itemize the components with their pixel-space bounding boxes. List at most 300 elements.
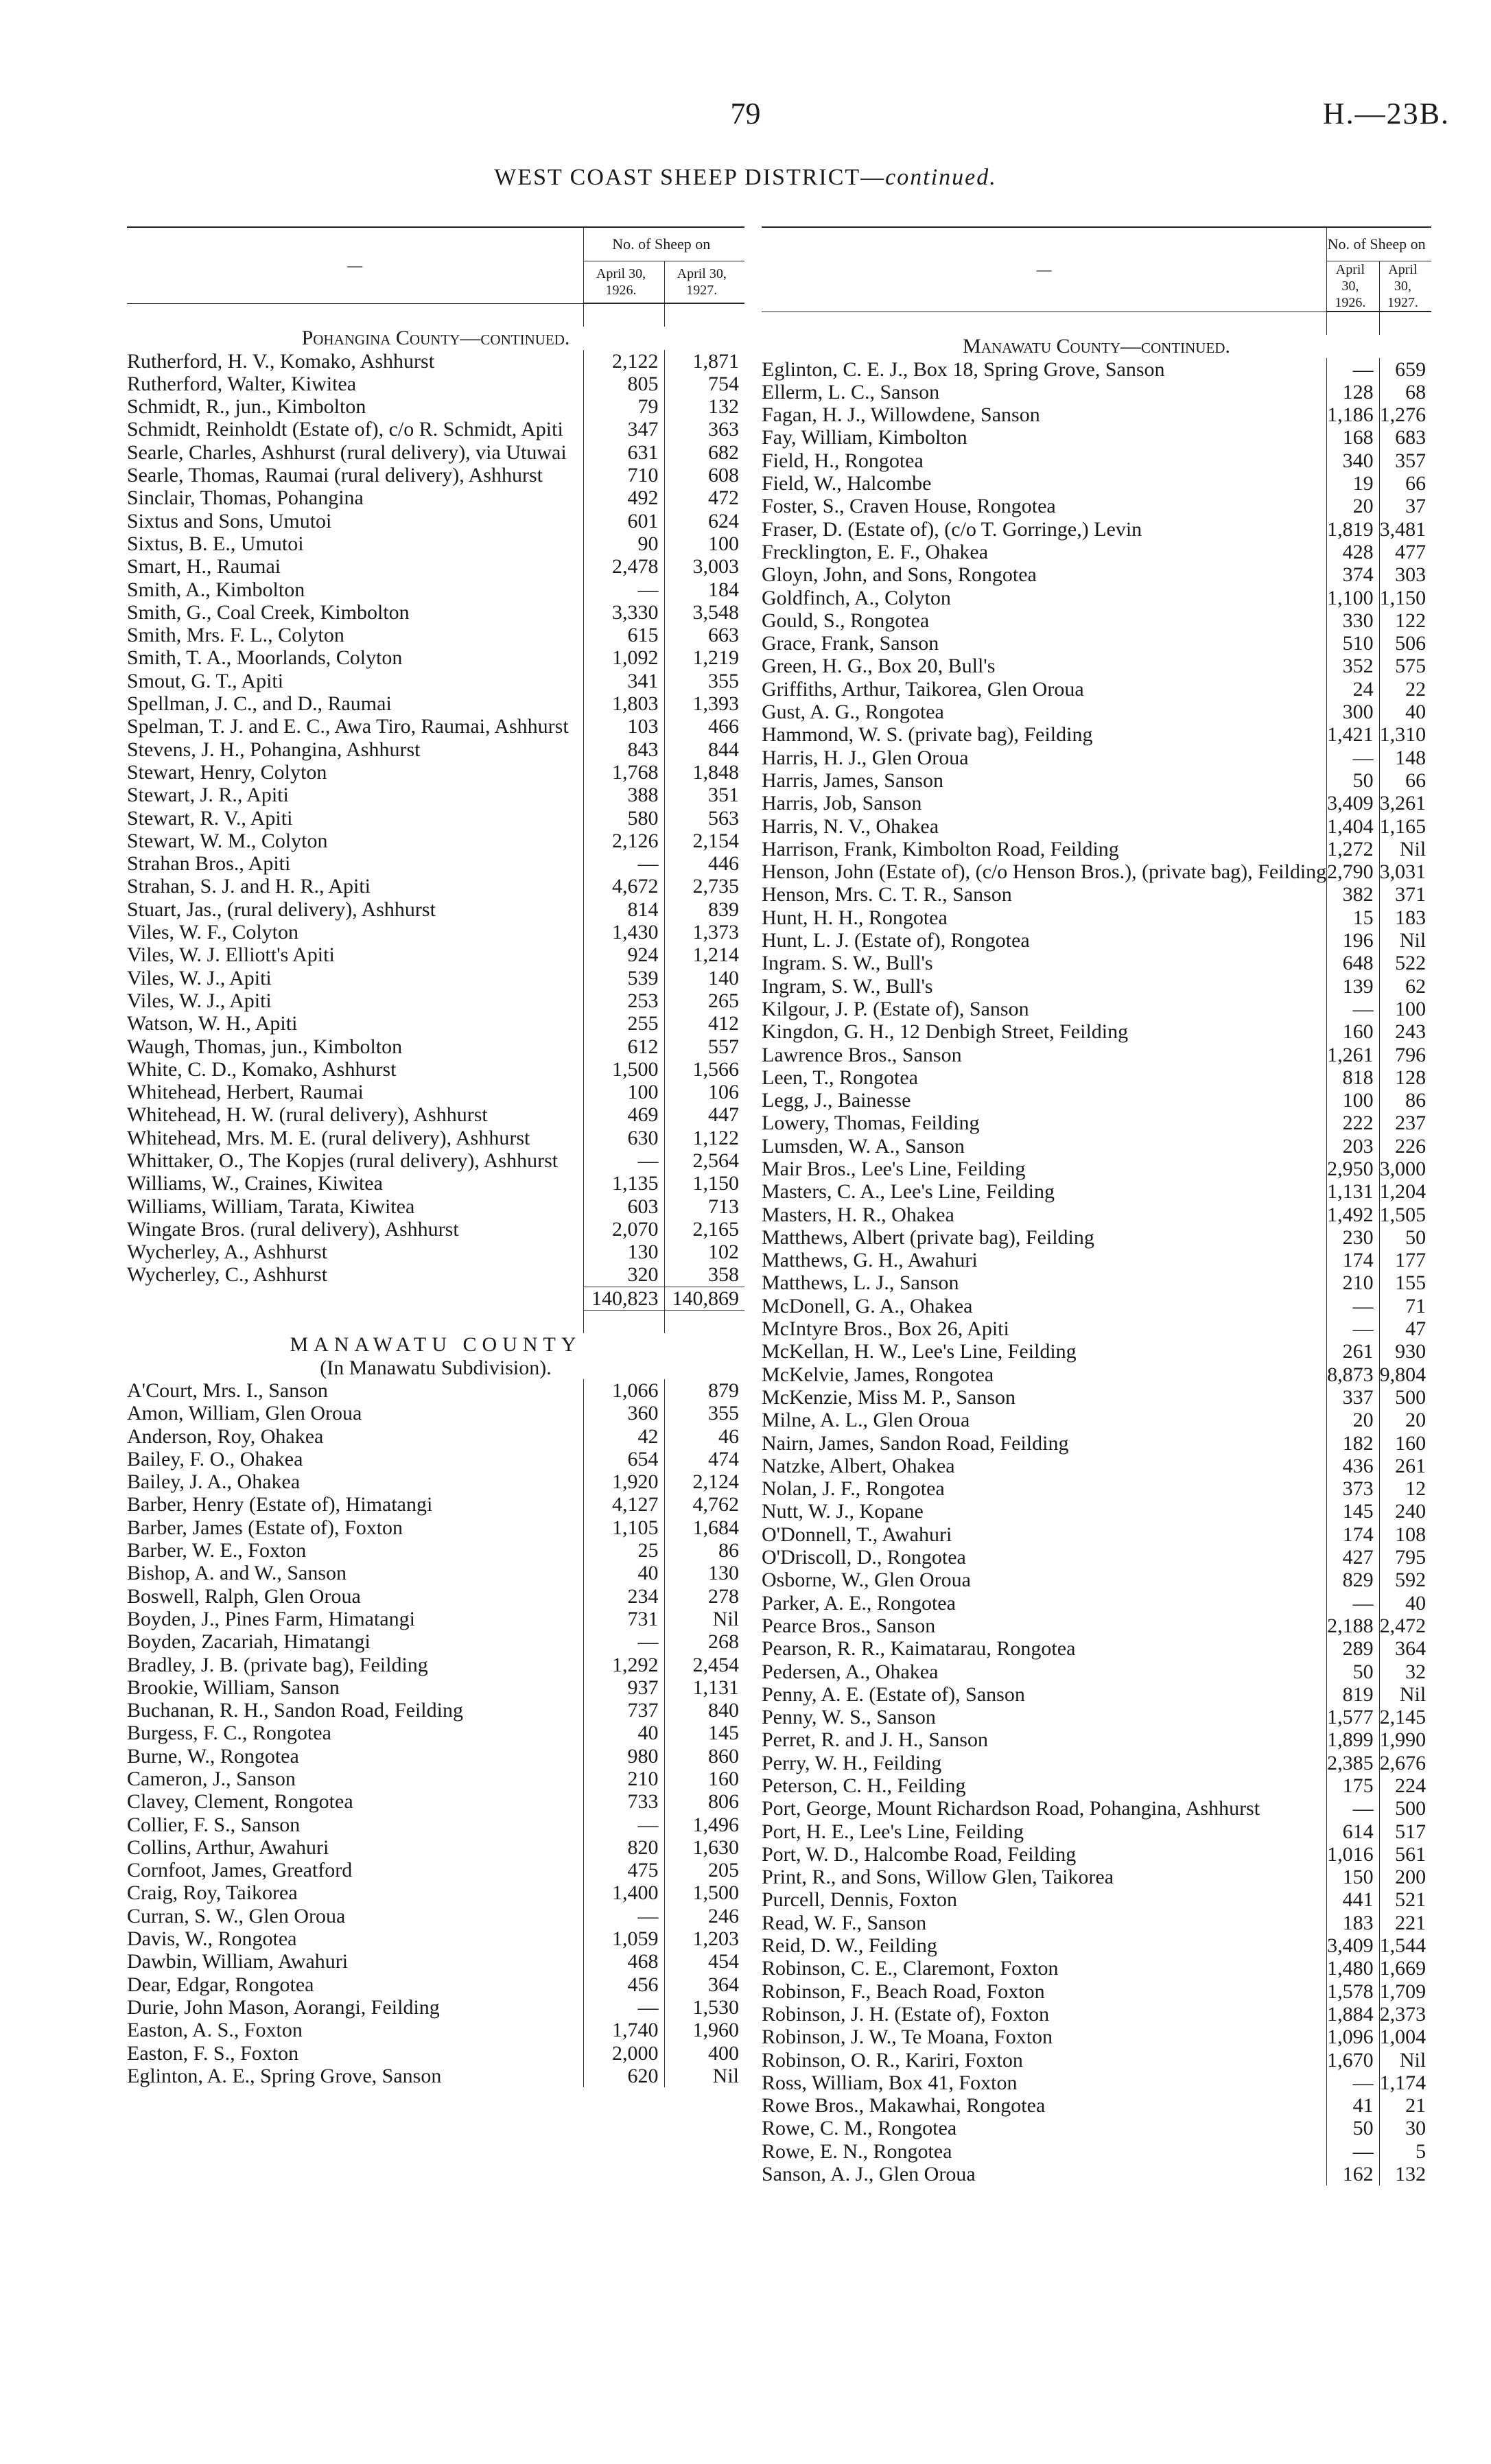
table-row xyxy=(762,747,1431,769)
spacer-cell xyxy=(664,303,744,327)
table-row xyxy=(127,578,744,601)
sheep-1926: 253 xyxy=(583,989,664,1012)
sheep-1927: 1,566 xyxy=(664,1058,744,1081)
sheep-1926: 174 xyxy=(1327,1249,1380,1271)
table-row xyxy=(762,883,1431,906)
sheep-1926: 1,740 xyxy=(583,2019,664,2041)
table-row xyxy=(127,418,744,441)
sheep-1926: — xyxy=(583,578,664,601)
sheep-1927: 1,496 xyxy=(664,1814,744,1836)
sheep-1926: 603 xyxy=(583,1195,664,1218)
spacer-row xyxy=(127,1311,744,1334)
sheep-1926: — xyxy=(583,852,664,875)
table-row xyxy=(127,1996,744,2019)
sheep-1927: 30 xyxy=(1379,2117,1431,2139)
sheep-1927: 148 xyxy=(1379,747,1431,769)
owner-name: Wycherley, A., Ashhurst xyxy=(127,1241,328,1264)
owner-name: Penny, A. E. (Estate of), Sanson xyxy=(762,1682,1025,1706)
sheep-1927: 265 xyxy=(664,989,744,1012)
owner-name: Masters, H. R., Ohakea xyxy=(762,1203,954,1226)
sheep-1927: 2,454 xyxy=(664,1654,744,1676)
owner-name: Field, W., Halcombe xyxy=(762,472,932,495)
owner-name: Schmidt, Reinholdt (Estate of), c/o R. Schmidt, Apiti xyxy=(127,418,563,441)
sheep-1927: Nil xyxy=(1379,929,1431,952)
owner-name: Barber, James (Estate of), Foxton xyxy=(127,1516,403,1539)
sheep-1926: 162 xyxy=(1327,2163,1380,2185)
owner-name: Viles, W. F., Colyton xyxy=(127,921,299,944)
owner-name: Dear, Edgar, Rongotea xyxy=(127,1973,314,1996)
sheep-1927: 1,630 xyxy=(664,1836,744,1859)
table-row xyxy=(762,1615,1431,1637)
owner-name: McKenzie, Miss M. P., Sanson xyxy=(762,1385,1016,1409)
owner-name: Brookie, William, Sanson xyxy=(127,1676,340,1699)
spacer-cell xyxy=(762,312,1327,335)
sheep-1926: 182 xyxy=(1327,1432,1380,1455)
owner-name: Ingram. S. W., Bull's xyxy=(762,952,933,975)
sheep-1927: 68 xyxy=(1379,381,1431,403)
sheep-1927: 477 xyxy=(1379,541,1431,563)
owner-name: O'Donnell, T., Awahuri xyxy=(762,1523,952,1546)
sheep-1927: 140 xyxy=(664,967,744,989)
owner-name: Robinson, J. W., Te Moana, Foxton xyxy=(762,2026,1053,2049)
sheep-1927: 37 xyxy=(1379,495,1431,517)
sheep-1927: 2,373 xyxy=(1379,2003,1431,2026)
sheep-1927: 506 xyxy=(1379,632,1431,655)
owner-name: Schmidt, R., jun., Kimbolton xyxy=(127,395,366,419)
owner-name: Robinson, F., Beach Road, Foxton xyxy=(762,1980,1045,2003)
owner-name: Curran, S. W., Glen Oroua xyxy=(127,1904,346,1927)
sheep-1926: 160 xyxy=(1327,1020,1380,1043)
owner-name: Barber, W. E., Foxton xyxy=(127,1539,307,1562)
sheep-1927: 122 xyxy=(1379,609,1431,632)
sheep-1927: Nil xyxy=(1379,2049,1431,2072)
sheep-1927: 40 xyxy=(1379,1592,1431,1615)
sheep-1926: 1,261 xyxy=(1327,1044,1380,1066)
sheep-1927: 1,500 xyxy=(664,1881,744,1904)
sheep-1927: 21 xyxy=(1379,2094,1431,2117)
table-row xyxy=(762,1820,1431,1843)
sheep-1926: 1,272 xyxy=(1327,838,1380,860)
table-row xyxy=(127,1768,744,1790)
document-reference: H.—23B. xyxy=(1322,97,1450,130)
sheep-1926: 601 xyxy=(583,510,664,532)
owner-name: Eglinton, C. E. J., Box 18, Spring Grove, Sanson xyxy=(762,357,1165,381)
sheep-1927: 683 xyxy=(1379,426,1431,449)
sheep-1926: 1,404 xyxy=(1327,815,1380,838)
sheep-1926: 3,409 xyxy=(1327,1934,1380,1957)
sheep-1926: 289 xyxy=(1327,1637,1380,1660)
sheep-1926: 100 xyxy=(583,1081,664,1103)
sheep-1926: 428 xyxy=(1327,541,1380,563)
sheep-1927: 5 xyxy=(1379,2140,1431,2163)
sheep-1927: 1,848 xyxy=(664,761,744,784)
owner-name: Stuart, Jas., (rural delivery), Ashhurst xyxy=(127,897,436,921)
owner-name: Masters, C. A., Lee's Line, Feilding xyxy=(762,1180,1055,1204)
sheep-1927: 71 xyxy=(1379,1295,1431,1317)
owner-name: Dawbin, William, Awahuri xyxy=(127,1950,349,1973)
table-row xyxy=(762,403,1431,426)
sheep-count-header: No. of Sheep on xyxy=(1327,227,1432,261)
sheep-1927: 50 xyxy=(1379,1226,1431,1249)
sheep-1927: 246 xyxy=(664,1905,744,1927)
sheep-1926: 79 xyxy=(583,395,664,418)
table-row xyxy=(127,807,744,830)
sheep-1927: 796 xyxy=(1379,1044,1431,1066)
owner-name: Penny, W. S., Sanson xyxy=(762,1706,936,1729)
sheep-1927: 754 xyxy=(664,373,744,395)
sheep-1927: 363 xyxy=(664,418,744,441)
table-row xyxy=(127,1836,744,1859)
total-label xyxy=(127,1287,583,1310)
table-row xyxy=(127,395,744,418)
sheep-1926: 820 xyxy=(583,1836,664,1859)
owner-name: Lawrence Bros., Sanson xyxy=(762,1043,962,1066)
name-column-header: — xyxy=(762,227,1327,312)
sheep-1927: 237 xyxy=(1379,1112,1431,1134)
sheep-1926: 1,768 xyxy=(583,761,664,784)
sheep-1926: 805 xyxy=(583,373,664,395)
table-row xyxy=(762,1728,1431,1751)
owner-name: Nolan, J. F., Rongotea xyxy=(762,1477,945,1501)
sheep-1927: 3,548 xyxy=(664,601,744,624)
sheep-1927: 130 xyxy=(664,1562,744,1584)
sheep-1926: 510 xyxy=(1327,632,1380,655)
owner-name: Matthews, L. J., Sanson xyxy=(762,1271,959,1295)
table-row xyxy=(127,2065,744,2087)
owner-name: Sanson, A. J., Glen Oroua xyxy=(762,2163,976,2186)
sheep-1926: 2,070 xyxy=(583,1218,664,1241)
sheep-1927: 592 xyxy=(1379,1569,1431,1591)
sheep-1926: 374 xyxy=(1327,563,1380,586)
owner-name: Read, W. F., Sanson xyxy=(762,1911,927,1934)
table-row xyxy=(762,701,1431,723)
owner-name: Easton, A. S., Foxton xyxy=(127,2019,303,2042)
table-row xyxy=(127,646,744,669)
sheep-1927: 3,031 xyxy=(1379,860,1431,883)
sheep-1927: 472 xyxy=(664,486,744,509)
sheep-1926: 203 xyxy=(1327,1135,1380,1158)
owner-name: Port, H. E., Lee's Line, Feilding xyxy=(762,1820,1024,1843)
owner-name: Harris, Job, Sanson xyxy=(762,792,922,815)
table-row xyxy=(127,1516,744,1539)
table-row xyxy=(762,1774,1431,1797)
sheep-1926: 1,819 xyxy=(1327,518,1380,541)
sheep-1927: 86 xyxy=(664,1539,744,1562)
sheep-1927: 1,204 xyxy=(1379,1180,1431,1203)
table-row xyxy=(762,1706,1431,1728)
table-row xyxy=(762,1934,1431,1957)
table-row xyxy=(127,1539,744,1562)
table-row xyxy=(127,875,744,897)
sheep-1927: 12 xyxy=(1379,1477,1431,1500)
table-row xyxy=(127,1973,744,1996)
owner-name: Craig, Roy, Taikorea xyxy=(127,1881,298,1905)
sheep-1927: 86 xyxy=(1379,1089,1431,1112)
sheep-1926: 2,385 xyxy=(1327,1752,1380,1774)
sheep-1927: 177 xyxy=(1379,1249,1431,1271)
table-row xyxy=(762,678,1431,701)
sheep-1927: 1,544 xyxy=(1379,1934,1431,1957)
table-row xyxy=(762,2003,1431,2026)
table-row xyxy=(762,1409,1431,1431)
table-row xyxy=(127,1012,744,1035)
owner-name: Harris, H. J., Glen Oroua xyxy=(762,746,969,769)
table-row xyxy=(127,692,744,715)
title-continued: continued. xyxy=(885,165,997,190)
sheep-1926: 1,899 xyxy=(1327,1728,1380,1751)
table-row xyxy=(127,1905,744,1927)
table-row xyxy=(762,1204,1431,1226)
sheep-1926: 1,016 xyxy=(1327,1843,1380,1866)
sheep-1927: 517 xyxy=(1379,1820,1431,1843)
sheep-1927: 22 xyxy=(1379,678,1431,701)
owner-name: Burgess, F. C., Rongotea xyxy=(127,1722,331,1745)
table-row xyxy=(762,1912,1431,1934)
section-heading xyxy=(127,327,744,349)
sheep-1927: 303 xyxy=(1379,563,1431,586)
sheep-1927: 183 xyxy=(1379,906,1431,929)
sheep-1927: 47 xyxy=(1379,1317,1431,1340)
owner-name: Henson, John (Estate of), (c/o Henson Bros.), (private bag), Feilding xyxy=(762,860,1327,884)
sheep-1926: 210 xyxy=(1327,1271,1380,1294)
sheep-1926: 1,100 xyxy=(1327,587,1380,609)
sheep-1927: 128 xyxy=(1379,1066,1431,1089)
sheep-1926: 168 xyxy=(1327,426,1380,449)
sheep-1926: 1,803 xyxy=(583,692,664,715)
table-row xyxy=(127,1470,744,1493)
spacer-row xyxy=(762,312,1431,335)
owner-name: Easton, F. S., Foxton xyxy=(127,2041,299,2065)
table-row xyxy=(127,738,744,761)
table-row xyxy=(127,670,744,692)
sheep-1926: 614 xyxy=(1327,1820,1380,1843)
sheep-1926: 103 xyxy=(583,715,664,738)
sheep-1927: 278 xyxy=(664,1585,744,1608)
table-row xyxy=(762,2026,1431,2048)
sheep-1927: 364 xyxy=(664,1973,744,1996)
table-row xyxy=(127,2019,744,2041)
table-row xyxy=(762,1752,1431,1774)
table-row xyxy=(127,1881,744,1904)
sheep-1926: 456 xyxy=(583,1973,664,1996)
sheep-1926: 373 xyxy=(1327,1477,1380,1500)
owner-name: O'Driscoll, D., Rongotea xyxy=(762,1546,966,1569)
table-row xyxy=(127,1630,744,1653)
owner-name: McDonell, G. A., Ohakea xyxy=(762,1294,973,1317)
sheep-1927: 659 xyxy=(1379,358,1431,381)
sheep-1926: — xyxy=(583,1996,664,2019)
table-row xyxy=(762,1295,1431,1317)
table-row xyxy=(762,655,1431,677)
owner-name: Bailey, F. O., Ohakea xyxy=(127,1447,303,1470)
sheep-1927: 9,804 xyxy=(1379,1363,1431,1386)
table-row xyxy=(762,1866,1431,1888)
sheep-1927: Nil xyxy=(664,1608,744,1630)
table-row xyxy=(127,486,744,509)
table-row xyxy=(762,1044,1431,1066)
owner-name: Boswell, Ralph, Glen Oroua xyxy=(127,1584,361,1608)
owner-name: Parker, A. E., Rongotea xyxy=(762,1591,956,1615)
sheep-1926: — xyxy=(1327,1797,1380,1820)
owner-name: Harrison, Frank, Kimbolton Road, Feilding xyxy=(762,837,1119,860)
sheep-1927: 500 xyxy=(1379,1797,1431,1820)
table-row xyxy=(127,1790,744,1813)
table-row xyxy=(762,1980,1431,2003)
owner-name: Rutherford, H. V., Komako, Ashhurst xyxy=(127,349,435,373)
table-row xyxy=(762,1363,1431,1386)
table-row xyxy=(762,2094,1431,2117)
sheep-1926: 1,066 xyxy=(583,1379,664,1402)
sheep-1926: — xyxy=(1327,747,1380,769)
sheep-1926: 3,330 xyxy=(583,601,664,624)
owner-name: Waugh, Thomas, jun., Kimbolton xyxy=(127,1035,403,1058)
table-row xyxy=(127,350,744,373)
table-row xyxy=(762,1180,1431,1203)
table-row xyxy=(762,2049,1431,2072)
sheep-1926: 130 xyxy=(583,1241,664,1263)
sheep-1927: 1,871 xyxy=(664,350,744,373)
sheep-1926: 128 xyxy=(1327,381,1380,403)
sheep-1926: 1,430 xyxy=(583,921,664,943)
owner-name: Frecklington, E. F., Ohakea xyxy=(762,540,989,563)
sheep-1926: 8,873 xyxy=(1327,1363,1380,1386)
table-row xyxy=(762,1523,1431,1546)
sheep-1927: 844 xyxy=(664,738,744,761)
table-row xyxy=(762,1546,1431,1569)
owner-name: Foster, S., Craven House, Rongotea xyxy=(762,495,1056,518)
spacer-cell xyxy=(583,1311,664,1334)
sheep-1927: 268 xyxy=(664,1630,744,1653)
table-row xyxy=(127,1172,744,1195)
sheep-1926: — xyxy=(1327,1592,1380,1615)
sheep-1926: 222 xyxy=(1327,1112,1380,1134)
sheep-1926: 300 xyxy=(1327,701,1380,723)
sheep-1927: 1,214 xyxy=(664,943,744,966)
sheep-1926: 1,578 xyxy=(1327,1980,1380,2003)
name-column-header: — xyxy=(127,227,583,303)
owner-name: Fagan, H. J., Willowdene, Sanson xyxy=(762,403,1040,427)
sheep-1927: 184 xyxy=(664,578,744,601)
sheep-1926: 648 xyxy=(1327,952,1380,974)
sheep-1927: 160 xyxy=(1379,1432,1431,1455)
sheep-1927: 240 xyxy=(1379,1500,1431,1523)
table-row xyxy=(127,1241,744,1263)
section-heading-label: Pohangina County—continued. xyxy=(301,327,570,350)
sheep-1926: 255 xyxy=(583,1012,664,1035)
owner-name: Watson, W. H., Apiti xyxy=(127,1012,298,1035)
sheep-1926: 388 xyxy=(583,784,664,806)
owner-name: Hammond, W. S. (private bag), Feilding xyxy=(762,723,1093,747)
owner-name: Williams, W., Craines, Kiwitea xyxy=(127,1172,383,1195)
table-row xyxy=(762,1797,1431,1820)
sheep-1926: 90 xyxy=(583,532,664,555)
sheep-1926: 24 xyxy=(1327,678,1380,701)
sheep-1927: 608 xyxy=(664,464,744,486)
sheep-1927: 364 xyxy=(1379,1637,1431,1660)
owner-name: Port, George, Mount Richardson Road, Pohangina, Ashhurst xyxy=(762,1797,1260,1820)
owner-name: Barber, Henry (Estate of), Himatangi xyxy=(127,1493,433,1516)
sheep-1927: 261 xyxy=(1379,1455,1431,1477)
table-row xyxy=(762,1592,1431,1615)
owner-name: Gust, A. G., Rongotea xyxy=(762,701,944,724)
owner-name: Nairn, James, Sandon Road, Feilding xyxy=(762,1431,1069,1455)
table-row xyxy=(762,952,1431,974)
table-row xyxy=(762,1569,1431,1591)
table-row xyxy=(762,449,1431,472)
table-row xyxy=(762,998,1431,1020)
sheep-1927: 205 xyxy=(664,1859,744,1881)
sheep-1926: 475 xyxy=(583,1859,664,1881)
owner-name: Searle, Thomas, Raumai (rural delivery), Ashhurst xyxy=(127,464,543,487)
owner-name: Whitehead, Mrs. M. E. (rural delivery), Ashhurst xyxy=(127,1126,530,1149)
sheep-1926: 737 xyxy=(583,1699,664,1722)
sheep-1927: 2,735 xyxy=(664,875,744,897)
left-table-body xyxy=(127,303,744,2087)
sheep-1927: 1,373 xyxy=(664,921,744,943)
sheep-1926: 2,122 xyxy=(583,350,664,373)
owner-name: Anderson, Roy, Ohakea xyxy=(127,1424,324,1448)
sheep-1927: 466 xyxy=(664,715,744,738)
sheep-1926: 2,478 xyxy=(583,555,664,578)
owner-name: Eglinton, A. E., Spring Grove, Sanson xyxy=(127,2064,442,2087)
sheep-1927: 474 xyxy=(664,1448,744,1470)
table-row xyxy=(762,1112,1431,1134)
sheep-1927: 3,003 xyxy=(664,555,744,578)
sheep-1927: 3,481 xyxy=(1379,518,1431,541)
table-row xyxy=(762,518,1431,541)
sheep-1926: 50 xyxy=(1327,769,1380,792)
table-row xyxy=(762,723,1431,746)
total-1926: 140,823 xyxy=(583,1287,664,1310)
owner-name: Matthews, G. H., Awahuri xyxy=(762,1249,978,1272)
owner-name: Kilgour, J. P. (Estate of), Sanson xyxy=(762,997,1029,1020)
owner-name: Rowe Bros., Makawhai, Rongotea xyxy=(762,2094,1046,2117)
sheep-1927: 3,000 xyxy=(1379,1158,1431,1180)
owner-name: Whittaker, O., The Kopjes (rural delivery), Ashhurst xyxy=(127,1149,559,1172)
table-row xyxy=(127,1103,744,1126)
sheep-1927: 1,505 xyxy=(1379,1204,1431,1226)
sheep-1926: 710 xyxy=(583,464,664,486)
sheep-1927: 563 xyxy=(664,807,744,830)
sheep-1926: 630 xyxy=(583,1127,664,1149)
owner-name: Reid, D. W., Feilding xyxy=(762,1934,937,1958)
sheep-1927: 243 xyxy=(1379,1020,1431,1043)
sheep-1926: — xyxy=(1327,1317,1380,1340)
sheep-1926: 183 xyxy=(1327,1912,1380,1934)
sheep-1927: 663 xyxy=(664,624,744,646)
owner-name: Strahan, S. J. and H. R., Apiti xyxy=(127,875,371,898)
owner-name: Lumsden, W. A., Sanson xyxy=(762,1134,965,1158)
owner-name: Ingram, S. W., Bull's xyxy=(762,974,933,998)
table-row xyxy=(127,1608,744,1630)
table-row xyxy=(762,929,1431,952)
sheep-1927: 1,530 xyxy=(664,1996,744,2019)
sheep-1927: 102 xyxy=(664,1241,744,1263)
sheep-1927: 447 xyxy=(664,1103,744,1126)
owner-name: Durie, John Mason, Aorangi, Feilding xyxy=(127,1995,440,2019)
owner-name: McKellan, H. W., Lee's Line, Feilding xyxy=(762,1340,1077,1363)
table-row xyxy=(762,2072,1431,2094)
sheep-1927: 1,004 xyxy=(1379,2026,1431,2048)
sheep-1927: 412 xyxy=(664,1012,744,1035)
sheep-1926: — xyxy=(583,1905,664,1927)
sheep-1927: 1,990 xyxy=(1379,1728,1431,1751)
table-row xyxy=(762,541,1431,563)
owner-name: Spellman, J. C., and D., Raumai xyxy=(127,692,392,716)
sheep-1927: 32 xyxy=(1379,1661,1431,1683)
table-row xyxy=(127,784,744,806)
owner-name: Robinson, J. H. (Estate of), Foxton xyxy=(762,2002,1050,2026)
